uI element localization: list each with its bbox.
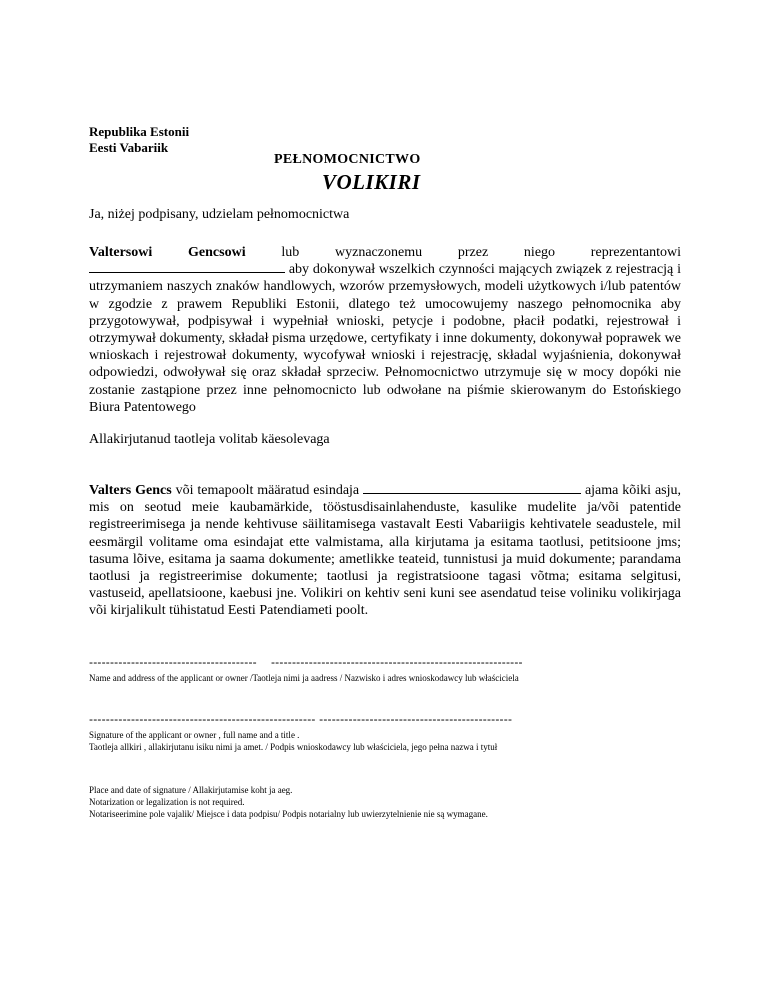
estonian-paragraph <box>89 482 681 620</box>
signature-caption-line1: Signature of the applicant or owner , full name and a title . <box>89 730 300 740</box>
representative-blank-estonian <box>363 482 581 494</box>
polish-paragraph <box>89 244 681 416</box>
estonian-intro: Allakirjutanud taotleja volitab käesolevaga <box>89 432 330 447</box>
signature-caption <box>89 729 497 753</box>
footer-line2: Notarization or legalization is not required. <box>89 797 245 807</box>
title-polish: PEŁNOMOCNICTWO <box>274 152 421 167</box>
applicant-name-caption: Name and address of the applicant or owner /Taotleja nimi ja aadress / Nazwisko i adres wnioskodawcy lub właściciela <box>89 673 519 683</box>
header-line-estonian: Eesti Vabariik <box>89 140 169 155</box>
document-header <box>89 124 189 156</box>
signature-dashes: ------------------------------------------------------ ---------------------------------------------- <box>89 712 513 726</box>
place-date-footer <box>89 784 488 820</box>
polish-text-part-a: lub wyznaczonemu przez niego reprezentantowi <box>245 245 681 260</box>
header-line-polish: Republika Estonii <box>89 124 190 139</box>
representative-blank-polish <box>89 261 285 273</box>
estonian-text-part-a: või temapoolt määratud esindaja <box>171 483 364 498</box>
title-estonian: VOLIKIRI <box>322 170 421 194</box>
estonian-text-part-b: ajama kõiki asju, mis on seotud meie kaubamärkide, tööstusdisainlahenduste, kasulike mudelite ja/või patentide registreerimisega ja nende kehtivuse säilitamisega vastavalt Eesti Vabariigis kehtivatele seadustele, mil eesmärgil volitame oma esindajat ette valmistama, alla kirjutama ja esitama taotlusi, petitsioone jms; tasuma lõive, esitama ja saama dokumente; ametlikke teateid, tunnistusi ja muid dokumente; parandama taotlusi ja registreerimise dokumente; taotlusi ja registratsioone tagasi võtma; esitama selgitusi, vastuseid, apellatsioone, kaebusi jne. Volikiri on kehtiv seni kuni see asendatud teise voliniku volikirjaga või kirjalikult tühistatud Eesti Patendiameti poolt. <box>89 483 681 619</box>
signature-caption-line2: Taotleja allkiri , allakirjutanu isiku nimi ja amet. / Podpis wnioskodawcy lub właściciela, jego pełna nazwa i tytuł <box>89 742 498 752</box>
footer-line1: Place and date of signature / Allakirjutamise koht ja aeg. <box>89 785 293 795</box>
representative-name-polish: Valtersowi Gencsowi <box>89 245 246 260</box>
polish-text-part-b: aby dokonywał wszelkich czynności mających związek z rejestracją i utrzymaniem naszych znaków handlowych, wzorów przemysłowych, modeli użytkowych i/lub patentów w zgodzie z prawem Republiki Estonii, dlatego też umocowujemy naszego pełnomocnika aby przygotowywał, podpisywał i wypełniał wnioski, petycje i podobne, płacił podatki, rejestrował i otrzymywał dokumenty, składał pisma urzędowe, certyfikaty i inne dokumenty, dokonywał poprawek we wnioskach i rejestrował dokumenty, wycofywał wnioski i rejestrację, składal wyjaśnienia, dokonywał odpowiedzi, odwoływał się oraz składał sprzeciw. Pełnomocnictwo utrzymuje się w mocy dopóki nie zostanie zastąpione przez inne pełnomocnicto lub odwołane na piśmie skierowanym do Estońskiego Biura Patentowego <box>89 262 681 415</box>
polish-intro: Ja, niżej podpisany, udzielam pełnomocnictwa <box>89 207 350 222</box>
representative-name-estonian: Valters Gencs <box>89 483 172 498</box>
applicant-name-dashes: ---------------------------------------- ------------------------------------------------------------ <box>89 655 523 669</box>
footer-line3: Notariseerimine pole vajalik/ Miejsce i data podpisu/ Podpis notarialny lub uwierzytelnienie nie są wymagane. <box>89 809 488 819</box>
